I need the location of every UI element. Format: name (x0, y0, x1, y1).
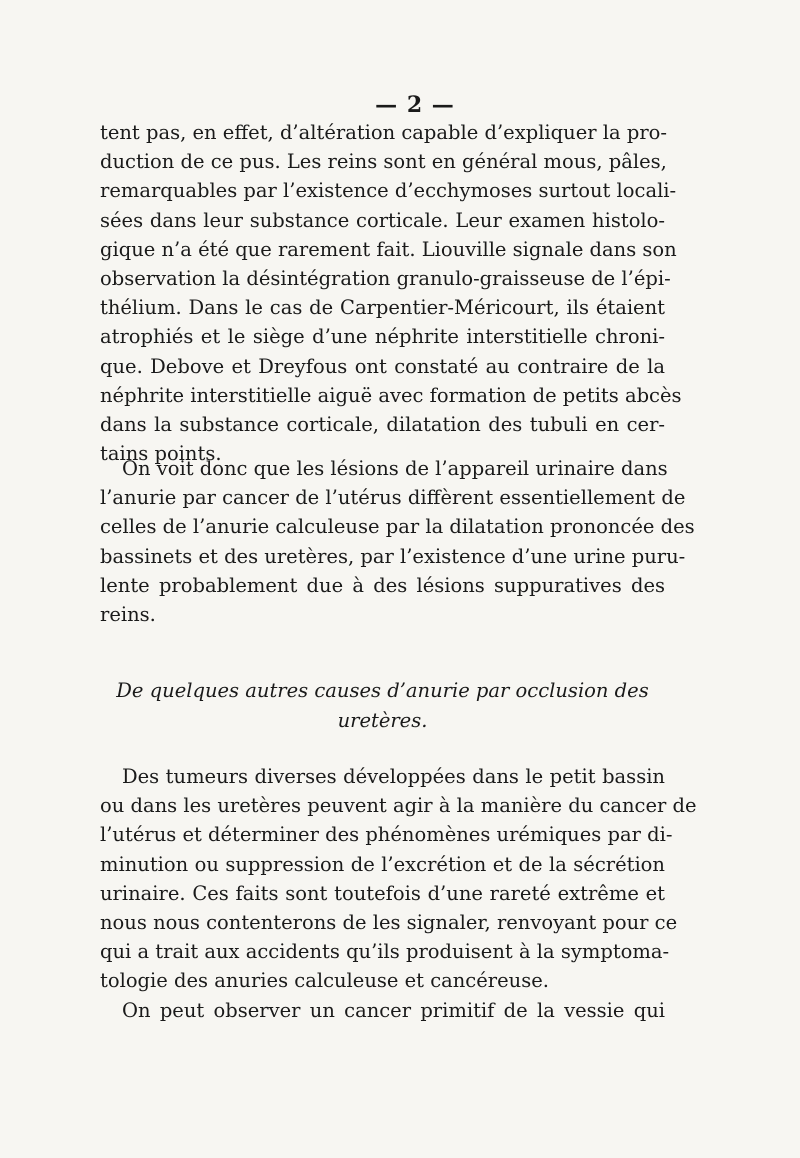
text-line: On voit donc que les lésions de l’appareil urinaire dans (122, 457, 668, 480)
text-line: On peut observer un cancer primitif de la vessie qui (122, 998, 665, 1022)
text-line: qui a trait aux accidents qu’ils produisent à la symptoma- (100, 940, 670, 964)
text-line: minution ou suppression de l’excrétion et de la sécrétion (100, 852, 665, 876)
section-heading (100, 676, 665, 735)
text-line: tains points. (100, 442, 222, 466)
text-line: l’utérus et déterminer des phénomènes urémiques par di- (100, 823, 673, 847)
page-number: — 2 — (375, 92, 455, 118)
text-line: néphrite interstitielle aiguë avec formation de petits abcès (100, 383, 682, 407)
paragraph-1 (100, 118, 682, 468)
heading-line: uretères. (337, 708, 428, 732)
text-line: bassinets et des uretères, par l’existence d’une urine puru- (100, 544, 686, 568)
heading-line: De quelques autres causes d’anurie par occlusion des (116, 679, 649, 702)
text-line: que. Debove et Dreyfous ont constaté au contraire de la (100, 354, 665, 378)
paragraph-3 (100, 762, 697, 1025)
text-line: ou dans les uretères peuvent agir à la manière du cancer de (100, 794, 697, 818)
text-line: l’anurie par cancer de l’utérus diffèrent essentiellement de (100, 486, 686, 510)
text-line: nous nous contenterons de les signaler, renvoyant pour ce (100, 911, 678, 935)
text-line: duction de ce pus. Les reins sont en général mous, pâles, (100, 150, 667, 174)
text-line: tent pas, en effet, d’altération capable d’expliquer la pro- (100, 121, 667, 144)
text-line: remarquables par l’existence d’ecchymoses surtout locali- (100, 179, 677, 203)
text-line: reins. (100, 603, 156, 627)
text-line: dans la substance corticale, dilatation des tubuli en cer- (100, 413, 665, 437)
text-line: thélium. Dans le cas de Carpentier-Méricourt, ils étaient (100, 296, 665, 320)
text-line: Des tumeurs diverses développées dans le petit bassin (122, 765, 665, 788)
text-line: urinaire. Ces faits sont toutefois d’une rareté extrême et (100, 881, 665, 905)
text-line: celles de l’anurie calculeuse par la dilatation prononcée des (100, 515, 695, 539)
text-line: tologie des anuries calculeuse et cancéreuse. (100, 969, 549, 993)
paragraph-2 (100, 454, 695, 629)
text-line: sées dans leur substance corticale. Leur examen histolo- (100, 208, 665, 232)
text-line: atrophiés et le siège d’une néphrite interstitielle chroni- (100, 325, 665, 349)
text-line: observation la désintégration granulo-graisseuse de l’épi- (100, 267, 671, 291)
text-line: lente probablement due à des lésions suppuratives des (100, 573, 665, 597)
text-line: gique n’a été que rarement fait. Liouville signale dans son (100, 237, 677, 261)
